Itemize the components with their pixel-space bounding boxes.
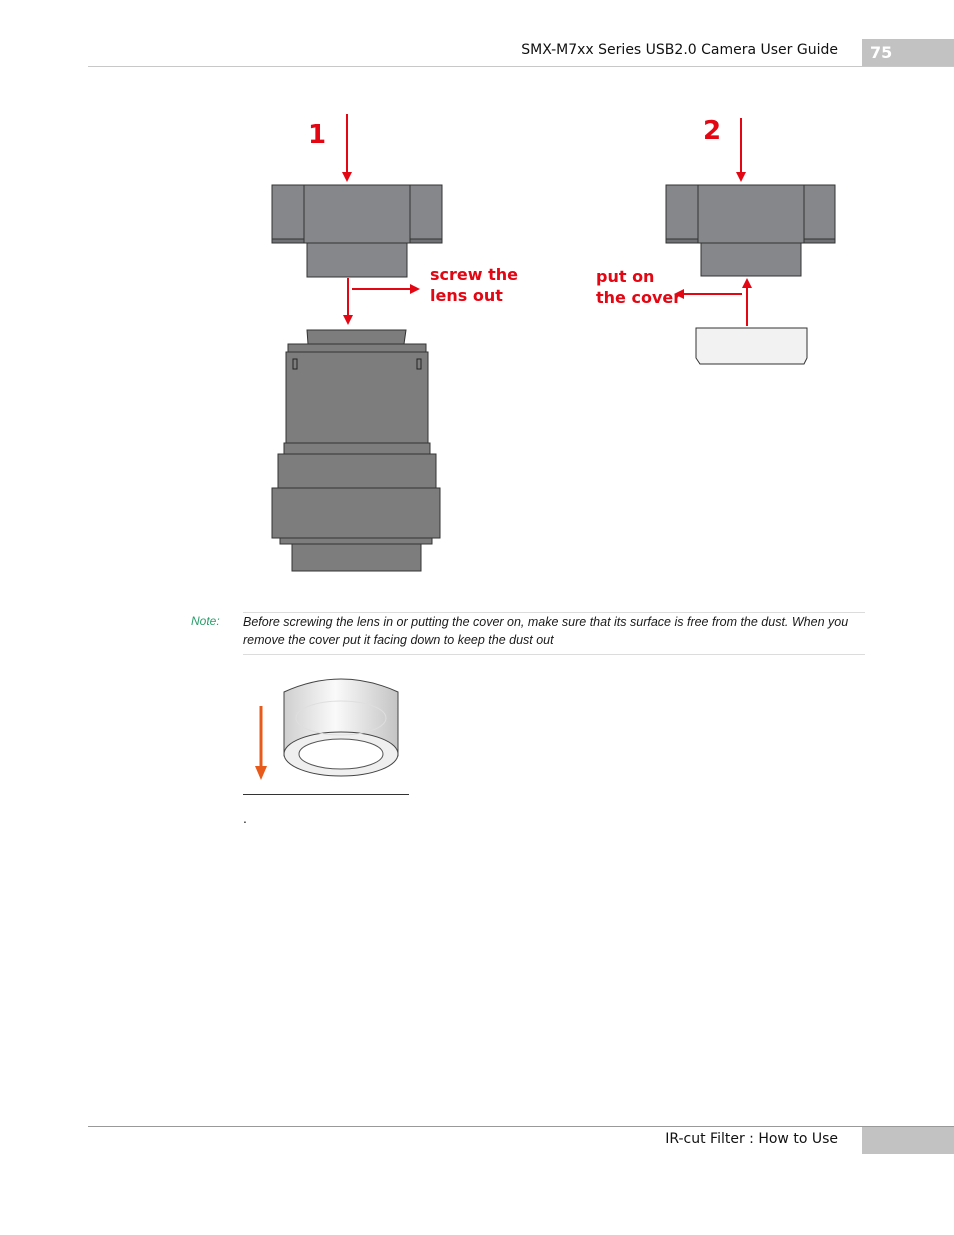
- step1-caption-line1: screw the: [430, 265, 518, 284]
- cover-opening: [299, 739, 383, 769]
- cover-facing-down-figure: [248, 670, 413, 800]
- figure-underline: [243, 794, 409, 795]
- step2-caption-line1: put on: [596, 267, 655, 286]
- page-number-tab: [862, 39, 954, 66]
- step2-adapter-body: [666, 185, 835, 276]
- running-header-title: SMX-M7xx Series USB2.0 Camera User Guide: [521, 42, 838, 58]
- note-text: Before screwing the lens in or putting the cover on, make sure that its surface is free from the dust. When you remove the cover put it facing down to keep the dust out: [243, 615, 849, 647]
- step2-caption: [596, 266, 681, 308]
- step2-number: 2: [703, 116, 722, 146]
- note-bottom-rule: [243, 654, 865, 655]
- cover-illustration: [248, 670, 413, 800]
- page-number: 75: [870, 43, 893, 62]
- trailing-period: .: [243, 810, 247, 826]
- footer-rule: [88, 1126, 954, 1127]
- step1-number: 1: [308, 120, 327, 150]
- lens-body: [272, 330, 440, 571]
- footer-tab: [862, 1127, 954, 1154]
- note-label: Note:: [191, 614, 220, 628]
- step2-caption-line2: the cover: [596, 288, 682, 307]
- ir-cut-filter-figure: [250, 108, 850, 578]
- running-footer-title: IR-cut Filter : How to Use: [665, 1131, 838, 1147]
- assembly-diagram: [250, 108, 850, 578]
- step1-caption-line2: lens out: [430, 286, 503, 305]
- step1-caption: [430, 264, 518, 306]
- facing-down-arrow-head: [255, 766, 267, 780]
- step1-adapter-body: [272, 185, 442, 277]
- header-rule: [88, 66, 954, 67]
- protective-cover: [696, 328, 807, 364]
